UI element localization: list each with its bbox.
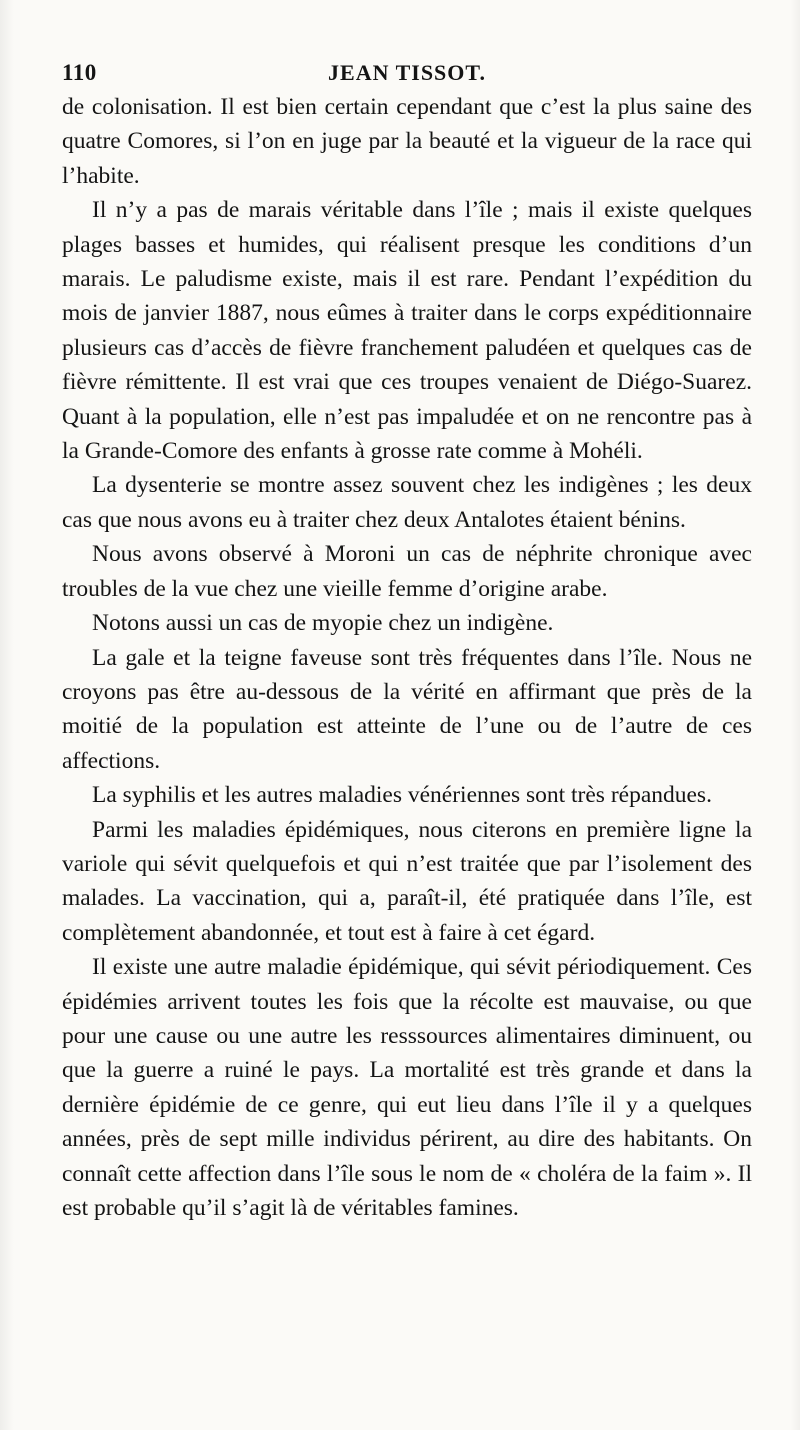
page-number: 110	[62, 60, 97, 85]
paragraph-paludisme: Il n’y a pas de marais véritable dans l’île ; mais il existe quelques plages basses et humides, qui réalisent presque les conditions d’un marais. Le paludisme existe, mais il est rare. Pendant l’expédition du mois de janvier 1887, nous eûmes à traiter dans le corps expéditionnaire plusieurs cas d’accès de fièvre franchement paludéen et quelques cas de fièvre rémittente. Il est vrai que ces troupes venaient de Diégo-Suarez. Quant à la population, elle n’est pas impaludée et on ne rencontre pas à la Grande-Comore des enfants à grosse rate comme à Mohéli.	[62, 197, 752, 465]
paragraph-nephrite: Nous avons observé à Moroni un cas de néphrite chronique avec troubles de la vue chez une vieille femme d’origine arabe.	[62, 541, 752, 602]
paragraph-gale-teigne: La gale et la teigne faveuse sont très fréquentes dans l’île. Nous ne croyons pas être au-dessous de la vérité en affirmant que près de la moitié de la population est atteinte de l’une ou de l’autre de ces affections.	[62, 644, 752, 774]
paragraph-continuation: de colonisation. Il est bien certain cependant que c’est la plus saine des quatre Comores, si l’on en juge par la beauté et la vigueur de la race qui l’habite.	[62, 94, 752, 189]
paragraph-syphilis: La syphilis et les autres maladies vénériennes sont très répandues.	[92, 782, 712, 809]
body-text	[62, 90, 752, 1225]
running-head	[62, 52, 752, 86]
running-head-author: JEAN TISSOT.	[328, 60, 486, 85]
paragraph-variole: Parmi les maladies épidémiques, nous citerons en première ligne la variole qui sévit quelquefois et qui n’est traitée que par l’isolement des malades. La vaccination, qui a, paraît-il, été pratiquée dans l’île, est complètement abandonnée, et tout est à faire à cet égard.	[62, 816, 752, 946]
paragraph-dysenterie: La dysenterie se montre assez souvent chez les indigènes ; les deux cas que nous avons eu à traiter chez deux Antalotes étaient bénins.	[62, 472, 752, 533]
paragraph-myopie: Notons aussi un cas de myopie chez un indigène.	[92, 610, 554, 637]
paragraph-cholera-faim: Il existe une autre maladie épidémique, qui sévit périodiquement. Ces épidémies arrivent toutes les fois que la récolte est mauvaise, ou que pour une cause ou une autre les resssources alimentaires diminuent, ou que la guerre a ruiné le pays. La mortalité est très grande et dans la dernière épidémie de ce genre, qui eut lieu dans l’île il y a quelques années, près de sept mille individus périrent, au dire des habitants. On connaît cette affection dans l’île sous le nom de « choléra de la faim ». Il est probable qu’il s’agit là de véritables famines.	[62, 954, 752, 1221]
